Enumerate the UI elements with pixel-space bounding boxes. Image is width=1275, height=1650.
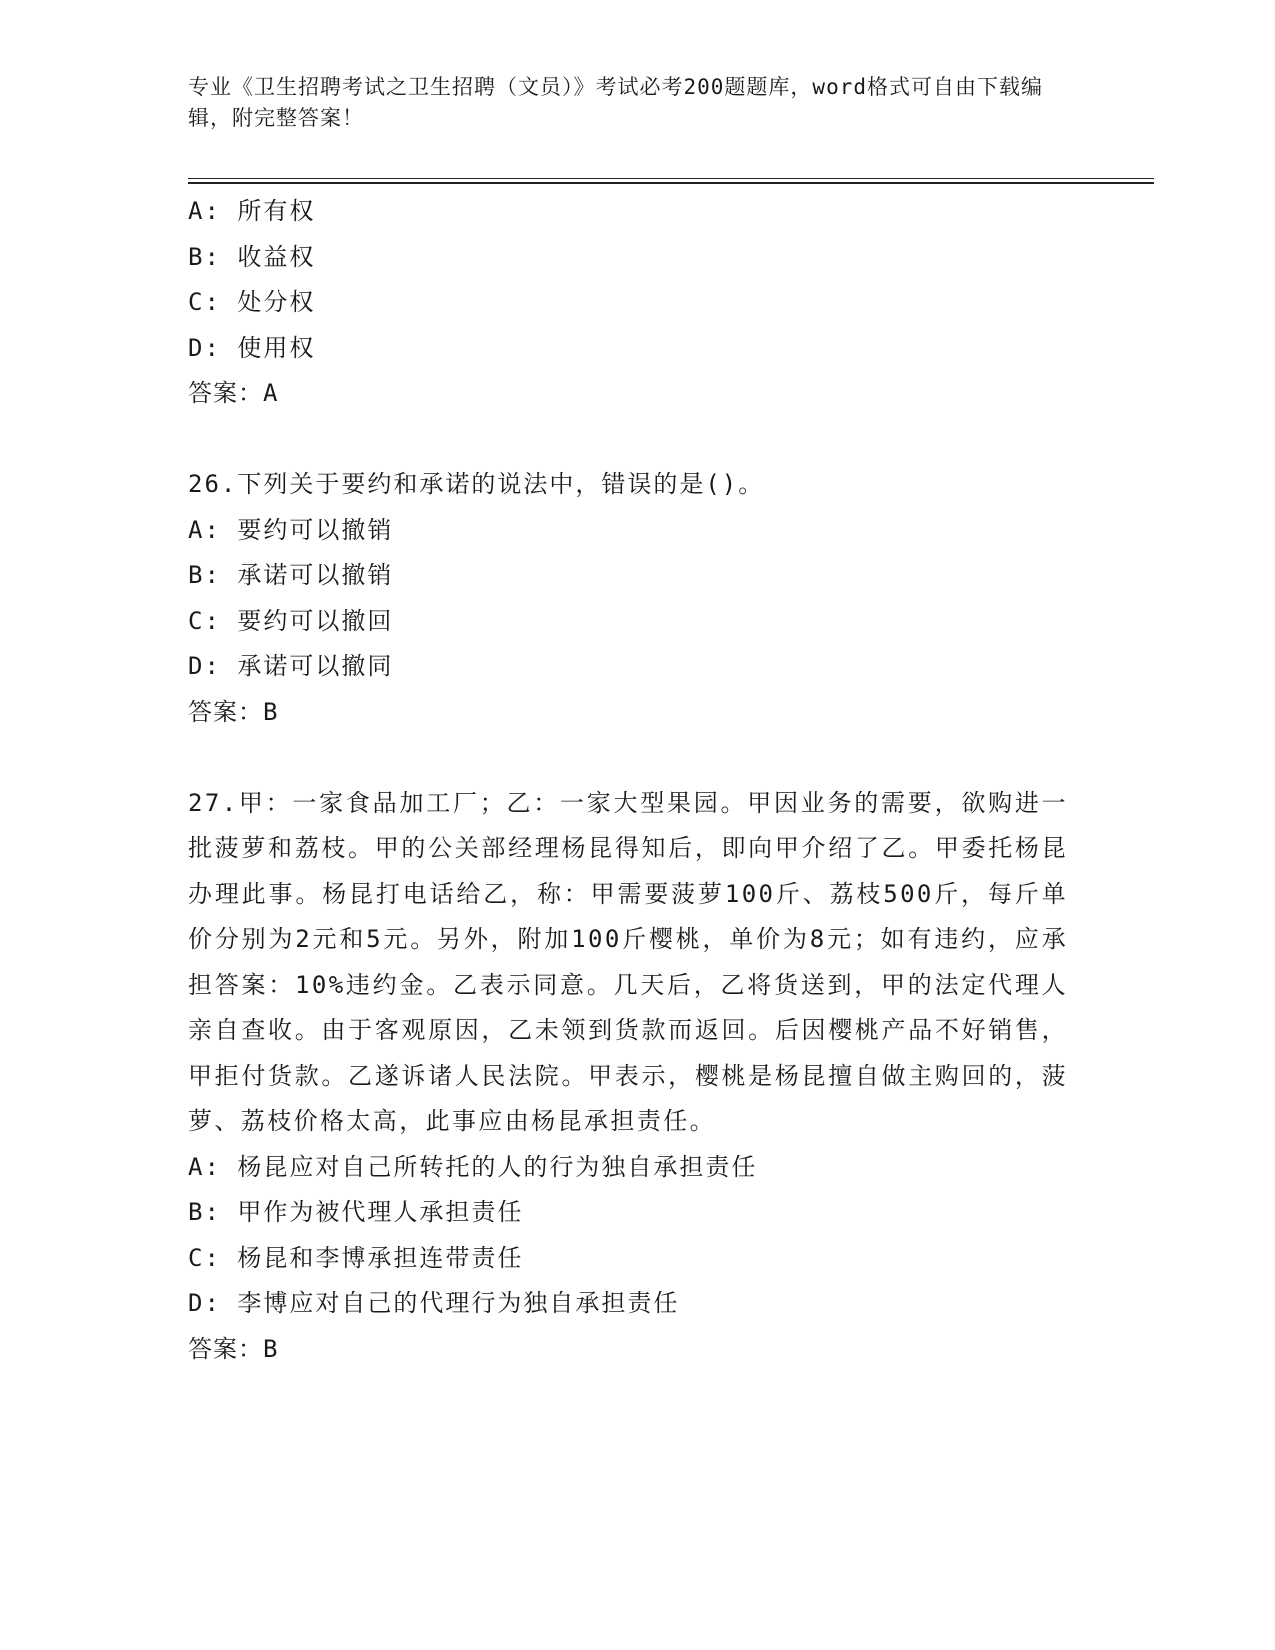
answer-line: 答案：B: [188, 1334, 279, 1363]
spacer: [188, 735, 1068, 781]
option-a: A: 要约可以撤销: [188, 515, 394, 544]
option-c: C: 要约可以撤回: [188, 606, 394, 635]
option-d: D: 使用权: [188, 333, 316, 362]
header-divider-thin: [188, 178, 1154, 179]
answer-line: 答案：A: [188, 379, 279, 407]
question-content: [188, 189, 1068, 1372]
option-b: B: 承诺可以撤销: [188, 561, 394, 589]
option-c: C: 处分权: [188, 288, 316, 316]
option-c: C: 杨昆和李博承担连带责任: [188, 1243, 524, 1272]
header-divider-thick: [188, 182, 1154, 184]
option-a: A: 所有权: [188, 197, 316, 225]
document-header: [188, 72, 1068, 134]
question-text: 26.下列关于要约和承诺的说法中，错误的是()。: [188, 470, 765, 498]
option-b: B: 甲作为被代理人承担责任: [188, 1198, 524, 1226]
spacer: [188, 417, 1068, 463]
question-text: 27.甲：一家食品加工厂；乙：一家大型果园。甲因业务的需要，欲购进一批菠萝和荔枝。甲的公关部经理杨昆得知后，即向甲介绍了乙。甲委托杨昆办理此事。杨昆打电话给乙，称：甲需要菠萝100斤、荔枝500斤，每斤单价分别为2元和5元。另外，附加100斤樱桃，单价为8元；如有违约，应承担答案：10%违约金。乙表示同意。几天后，乙将货送到，甲的法定代理人亲自查收。由于客观原因，乙未领到货款而返回。后因樱桃产品不好销售，甲拒付货款。乙遂诉诸人民法院。甲表示，樱桃是杨昆擅自做主购回的，菠萝、荔枝价格太高，此事应由杨昆承担责任。: [188, 788, 1068, 1135]
option-d: D: 承诺可以撤同: [188, 652, 394, 680]
option-a: A: 杨昆应对自己所转托的人的行为独自承担责任: [188, 1152, 758, 1181]
question-26-block: [188, 462, 1068, 735]
option-d: D: 李博应对自己的代理行为独自承担责任: [188, 1289, 680, 1317]
question-25-block: [188, 189, 1068, 417]
document-title: 专业《卫生招聘考试之卫生招聘（文员）》考试必考200题题库，word格式可自由下载编辑，附完整答案！: [188, 75, 1043, 130]
answer-line: 答案：B: [188, 697, 279, 726]
option-b: B: 收益权: [188, 242, 316, 271]
question-27-block: [188, 781, 1068, 1373]
